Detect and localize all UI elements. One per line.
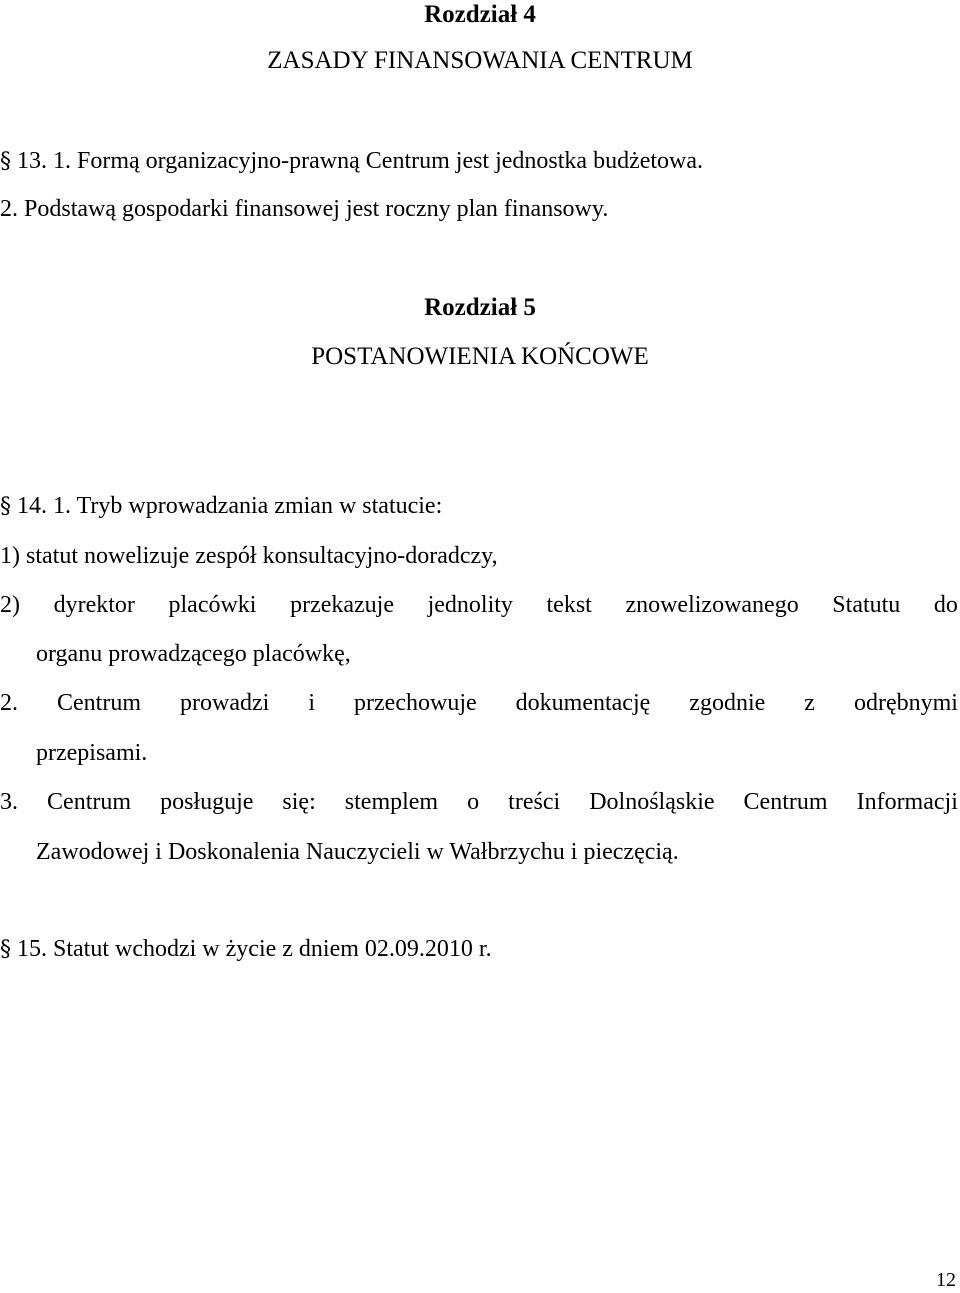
word: dyrektor bbox=[53, 592, 135, 618]
paragraph-15-line-1 bbox=[0, 934, 492, 965]
word: 3. bbox=[0, 789, 18, 815]
section-sign: § bbox=[0, 149, 11, 174]
word: 2. bbox=[0, 690, 18, 716]
paragraph-14-item-2 bbox=[0, 590, 958, 620]
paragraph-13-line-2: 2. Podstawą gospodarki finansowej jest roczny plan finansowy. bbox=[0, 196, 609, 222]
paragraph-14-point-2-continuation: przepisami. bbox=[36, 740, 148, 766]
paragraph-14-line-1 bbox=[0, 491, 442, 522]
word: o bbox=[467, 789, 480, 815]
word: prowadzi bbox=[180, 690, 270, 716]
word: placówki bbox=[168, 592, 257, 618]
page-number: 12 bbox=[936, 1269, 956, 1291]
word: stemplem bbox=[344, 789, 439, 815]
word: znowelizowanego bbox=[625, 592, 799, 618]
word: tekst bbox=[546, 592, 592, 618]
word: przechowuje bbox=[354, 690, 477, 716]
chapter-5-title: Rozdział 5 bbox=[424, 294, 536, 321]
paragraph-13-text-1: 13. 1. Formą organizacyjno-prawną Centrum jest jednostka budżetowa. bbox=[17, 148, 704, 174]
word: posługuje bbox=[160, 789, 254, 815]
word: się: bbox=[282, 789, 316, 815]
word: Statutu bbox=[832, 592, 901, 618]
word: i bbox=[308, 690, 316, 716]
word: jednolity bbox=[427, 592, 513, 618]
word: dokumentację bbox=[515, 690, 651, 716]
chapter-4-subtitle: ZASADY FINANSOWANIA CENTRUM bbox=[267, 47, 693, 74]
paragraph-14-point-3-continuation: Zawodowej i Doskonalenia Nauczycieli w Wałbrzychu i pieczęcią. bbox=[36, 839, 679, 865]
word: z bbox=[804, 690, 815, 716]
paragraph-14-point-3 bbox=[0, 787, 958, 817]
word: Informacji bbox=[856, 789, 958, 815]
chapter-5-subtitle: POSTANOWIENIA KOŃCOWE bbox=[311, 343, 649, 370]
word: Centrum bbox=[47, 789, 132, 815]
word: odrębnymi bbox=[853, 690, 958, 716]
word: 2) bbox=[0, 592, 20, 618]
word: Centrum bbox=[743, 789, 828, 815]
word: do bbox=[933, 592, 958, 618]
chapter-4-title: Rozdział 4 bbox=[424, 1, 536, 28]
paragraph-14-item-1: 1) statut nowelizuje zespół konsultacyjno-doradczy, bbox=[0, 543, 498, 569]
paragraph-14-item-2-continuation: organu prowadzącego placówkę, bbox=[36, 641, 351, 667]
paragraph-13-line-1 bbox=[0, 146, 703, 177]
paragraph-14-point-2 bbox=[0, 688, 958, 718]
paragraph-15-text-1: 15. Statut wchodzi w życie z dniem 02.09.2010 r. bbox=[17, 936, 492, 962]
word: zgodnie bbox=[689, 690, 766, 716]
word: Dolnośląskie bbox=[589, 789, 715, 815]
section-sign: § bbox=[0, 937, 11, 962]
word: przekazuje bbox=[290, 592, 394, 618]
word: treści bbox=[508, 789, 561, 815]
section-sign: § bbox=[0, 494, 11, 519]
paragraph-14-text-1: 14. 1. Tryb wprowadzania zmian w statucie: bbox=[17, 493, 443, 519]
word: Centrum bbox=[57, 690, 142, 716]
